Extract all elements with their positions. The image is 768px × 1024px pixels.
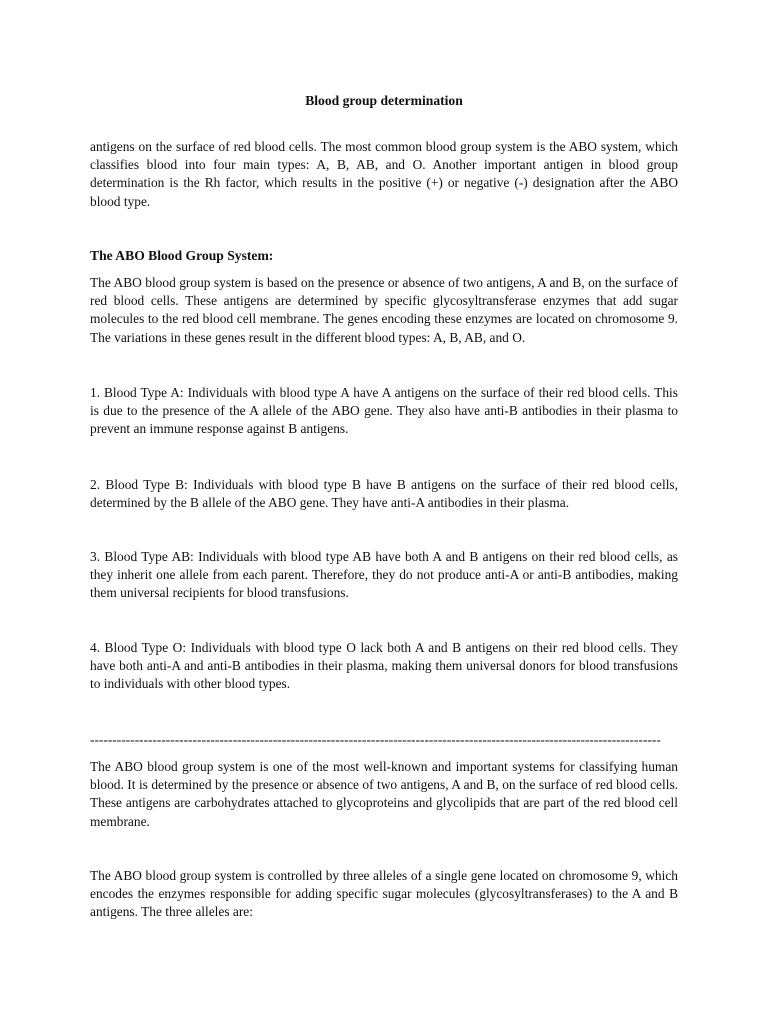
- intro-paragraph: antigens on the surface of red blood cells. The most common blood group system is the ABO system, which classifies blood into four main types: A, B, AB, and O. Another important antigen in blood group determination is the Rh factor, which results in the positive (+) or negative (-) designation after the ABO blood type.: [90, 139, 678, 209]
- dashed-separator: --------------------------------------------------------------------------------------------------------------------------------: [90, 732, 661, 747]
- section-heading: The ABO Blood Group System:: [90, 248, 274, 263]
- blood-type-o-paragraph: 4. Blood Type O: Individuals with blood type O lack both A and B antigens on their red blood cells. They have both anti-A and anti-B antibodies in their plasma, making them universal donors for blood transfusions to individuals with other blood types.: [90, 640, 678, 692]
- abo-alleles-paragraph: The ABO blood group system is controlled by three alleles of a single gene located on chromosome 9, which encodes the enzymes responsible for adding specific sugar molecules (glycosyltransferases) to the A and B antigens. The three alleles are:: [90, 868, 678, 920]
- section-paragraph: The ABO blood group system is based on the presence or absence of two antigens, A and B, on the surface of red blood cells. These antigens are determined by specific glycosyltransferase enzymes that add sugar molecules to the red blood cell membrane. The genes encoding these enzymes are located on chromosome 9. The variations in these genes result in the different blood types: A, B, AB, and O.: [90, 275, 678, 345]
- document-title: Blood group determination: [305, 93, 463, 108]
- blood-type-a-paragraph: 1. Blood Type A: Individuals with blood type A have A antigens on the surface of their red blood cells. This is due to the presence of the A allele of the ABO gene. They also have anti-B antibodies in their plasma to prevent an immune response against B antigens.: [90, 385, 678, 437]
- abo-overview-paragraph: The ABO blood group system is one of the most well-known and important systems for classifying human blood. It is determined by the presence or absence of two antigens, A and B, on the surface of red blood cells. These antigens are carbohydrates attached to glycoproteins and glycolipids that are part of the red blood cell membrane.: [90, 759, 678, 829]
- blood-type-b-paragraph: 2. Blood Type B: Individuals with blood type B have B antigens on the surface of their red blood cells, determined by the B allele of the ABO gene. They have anti-A antibodies in their plasma.: [90, 477, 678, 511]
- blood-type-ab-paragraph: 3. Blood Type AB: Individuals with blood type AB have both A and B antigens on their red blood cells, as they inherit one allele from each parent. Therefore, they do not produce anti-A or anti-B antibodies, making them universal recipients for blood transfusions.: [90, 549, 678, 601]
